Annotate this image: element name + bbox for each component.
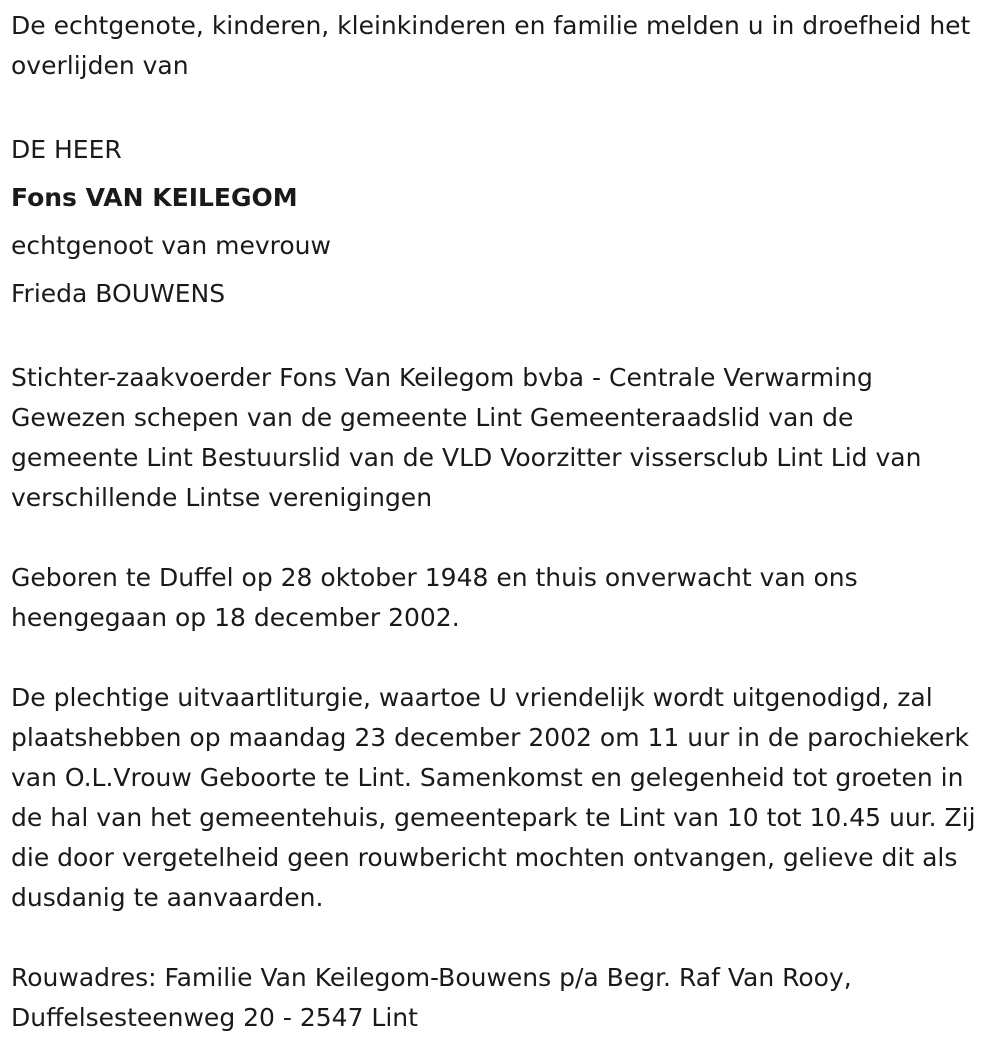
obituary-notice	[11, 6, 986, 1038]
biography-text: Stichter-zaakvoerder Fons Van Keilegom bvba - Centrale Verwarming Gewezen schepen van de gemeente Lint Gemeenteraadslid van de gemeente Lint Bestuurslid van de VLD Voorzitter vissersclub Lint Lid van verschillende Lintse verenigingen	[11, 363, 922, 512]
birth-death-text: Geboren te Duffel op 28 oktober 1948 en thuis onverwacht van ons heengegaan op 18 december 2002.	[11, 563, 858, 632]
deceased-name: Fons VAN KEILEGOM	[11, 183, 298, 212]
spouse-name: Frieda BOUWENS	[11, 279, 226, 308]
spouse-relation: echtgenoot van mevrouw	[11, 231, 331, 260]
honorific: DE HEER	[11, 135, 122, 164]
funeral-details-text: De plechtige uitvaartliturgie, waartoe U vriendelijk wordt uitgenodigd, zal plaatshebben op maandag 23 december 2002 om 11 uur in de parochiekerk van O.L.Vrouw Geboorte te Lint. Samenkomst en gelegenheid tot groeten in de hal van het gemeentehuis, gemeentepark te Lint van 10 tot 10.45 uur. Zij die door vergetelheid geen rouwbericht mochten ontvangen, gelieve dit als dusdanig te aanvaarden.	[11, 683, 976, 912]
mourning-address-text: Rouwadres: Familie Van Keilegom-Bouwens p/a Begr. Raf Van Rooy, Duffelsesteenweg 20 - 2547 Lint	[11, 963, 852, 1032]
intro-text: De echtgenote, kinderen, kleinkinderen en familie melden u in droefheid het overlijden van	[11, 11, 971, 80]
